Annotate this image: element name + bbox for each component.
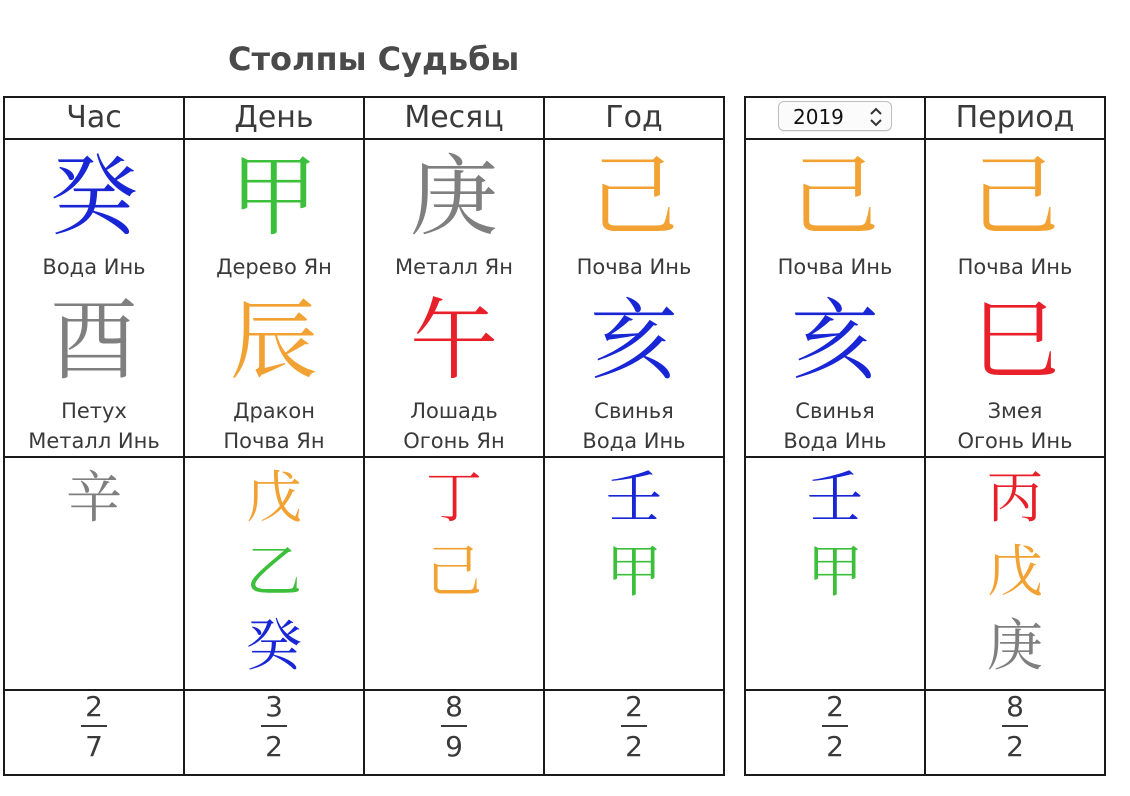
heavenly-stem: 己 xyxy=(970,145,1059,248)
fraction-denominator: 2 xyxy=(826,730,844,763)
fraction-denominator: 9 xyxy=(445,730,463,763)
hidden-stem: 戊 xyxy=(246,466,302,531)
fraction-numerator: 3 xyxy=(265,690,283,723)
pillar-year xyxy=(544,139,724,457)
fraction-selected-year xyxy=(745,690,925,775)
fraction-numerator: 8 xyxy=(445,690,463,723)
earthly-branch: 亥 xyxy=(589,289,678,392)
branch-element: Огонь Ян xyxy=(403,429,505,453)
stem-label: Почва Инь xyxy=(576,255,692,279)
branch-element: Вода Инь xyxy=(582,429,686,453)
fraction-year xyxy=(544,690,724,775)
pillar-hour xyxy=(4,139,184,457)
branch-animal: Свинья xyxy=(795,399,875,423)
fraction-denominator: 2 xyxy=(625,730,643,763)
fraction-numerator: 2 xyxy=(85,690,103,723)
updown-chevron-icon xyxy=(869,104,883,130)
header-label: Год xyxy=(605,100,663,135)
heavenly-stem: 甲 xyxy=(229,145,318,248)
earthly-branch: 辰 xyxy=(229,289,318,392)
fraction-period xyxy=(925,690,1105,775)
year-select-value: 2019 xyxy=(793,105,844,129)
stem-label: Дерево Ян xyxy=(216,255,332,279)
hidden-stem: 甲 xyxy=(807,540,863,605)
hidden-stems-selected-year xyxy=(745,457,925,690)
fraction-denominator: 7 xyxy=(85,730,103,763)
header-year xyxy=(544,97,724,139)
fraction-denominator: 2 xyxy=(265,730,283,763)
fraction-day xyxy=(184,690,364,775)
stem-label: Металл Ян xyxy=(395,255,513,279)
header-hour xyxy=(4,97,184,139)
pillar-period xyxy=(925,139,1105,457)
heavenly-stem: 庚 xyxy=(409,145,498,248)
hidden-stems-day xyxy=(184,457,364,690)
earthly-branch: 巳 xyxy=(970,289,1059,392)
fraction-numerator: 2 xyxy=(826,690,844,723)
fraction-numerator: 2 xyxy=(625,690,643,723)
hidden-stem: 癸 xyxy=(246,614,302,679)
fraction-numerator: 8 xyxy=(1006,690,1024,723)
earthly-branch: 亥 xyxy=(790,289,879,392)
hidden-stems-month xyxy=(364,457,544,690)
branch-element: Металл Инь xyxy=(28,429,160,453)
branch-animal: Петух xyxy=(61,399,127,423)
pillar-selected-year xyxy=(745,139,925,457)
hidden-stem: 戊 xyxy=(987,540,1043,605)
hidden-stem: 壬 xyxy=(807,466,863,531)
hidden-stem: 辛 xyxy=(66,466,122,531)
header-label: Месяц xyxy=(404,100,504,135)
header-month xyxy=(364,97,544,139)
stem-label: Почва Инь xyxy=(957,255,1073,279)
heavenly-stem: 己 xyxy=(589,145,678,248)
branch-animal: Свинья xyxy=(594,399,674,423)
stem-label: Вода Инь xyxy=(42,255,146,279)
header-day xyxy=(184,97,364,139)
earthly-branch: 午 xyxy=(409,289,498,392)
branch-element: Почва Ян xyxy=(223,429,325,453)
fraction-hour xyxy=(4,690,184,775)
heavenly-stem: 癸 xyxy=(49,145,138,248)
hidden-stems-period xyxy=(925,457,1105,690)
header-year-select xyxy=(745,97,925,139)
hidden-stem: 乙 xyxy=(246,540,302,605)
fraction-denominator: 2 xyxy=(1006,730,1024,763)
hidden-stem: 壬 xyxy=(606,466,662,531)
header-label: Час xyxy=(66,100,122,135)
pillar-month xyxy=(364,139,544,457)
hidden-stem: 甲 xyxy=(606,540,662,605)
hidden-stem: 庚 xyxy=(987,614,1043,679)
hidden-stems-hour xyxy=(4,457,184,690)
branch-element: Огонь Инь xyxy=(957,429,1073,453)
luck-pillars-table xyxy=(744,96,1106,776)
fraction-month xyxy=(364,690,544,775)
branch-element: Вода Инь xyxy=(783,429,887,453)
branch-animal: Дракон xyxy=(233,399,315,423)
header-label: Период xyxy=(955,100,1075,135)
hidden-stem: 丙 xyxy=(987,466,1043,531)
hidden-stem: 丁 xyxy=(426,466,482,531)
branch-animal: Лошадь xyxy=(410,399,498,423)
branch-animal: Змея xyxy=(987,399,1043,423)
page-title: Столпы Судьбы xyxy=(228,40,520,78)
earthly-branch: 酉 xyxy=(49,289,138,392)
hidden-stem: 己 xyxy=(426,540,482,605)
year-select[interactable] xyxy=(778,101,892,131)
pillars-table xyxy=(3,96,725,776)
stem-label: Почва Инь xyxy=(777,255,893,279)
hidden-stems-year xyxy=(544,457,724,690)
heavenly-stem: 己 xyxy=(790,145,879,248)
header-period xyxy=(925,97,1105,139)
header-label: День xyxy=(234,100,314,135)
pillar-day xyxy=(184,139,364,457)
